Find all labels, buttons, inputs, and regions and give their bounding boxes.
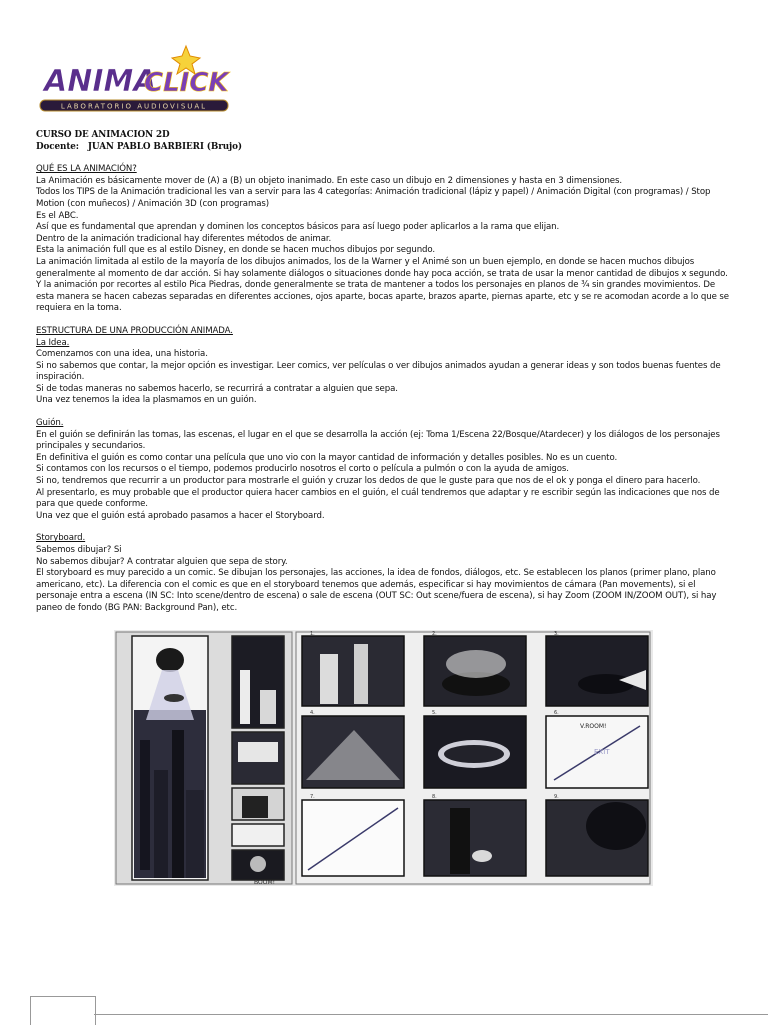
panel-number: 4. bbox=[310, 710, 315, 716]
section-heading-storyboard: Storyboard. bbox=[36, 533, 86, 544]
paragraph: Una vez tenemos la idea la plasmamos en un guión. bbox=[36, 395, 257, 406]
logo-anima-text: ANIMA bbox=[44, 64, 157, 99]
panel-number: 1. bbox=[310, 631, 315, 637]
section-heading-estructura: ESTRUCTURA DE UNA PRODUCCIÓN ANIMADA. bbox=[36, 325, 233, 336]
storyboard-illustration bbox=[114, 630, 653, 886]
sfx-boom: BOOM! bbox=[254, 879, 276, 886]
panel-number: 9. bbox=[554, 794, 559, 800]
teacher-line bbox=[36, 142, 732, 154]
paragraph: Dentro de la animación tradicional hay diferentes métodos de animar. bbox=[36, 233, 332, 244]
paragraph: Todos los TIPS de la Animación tradicional les van a servir para las 4 categorías: Animación tradicional (lápiz y papel) / Animación Digital (con programas) / Stop Motion (con muñecos) / Animación 3D (con programas) bbox=[36, 187, 711, 209]
course-title: CURSO DE ANIMACION 2D bbox=[36, 130, 170, 140]
storyboard-panel bbox=[302, 800, 404, 876]
paragraph: Al presentarlo, es muy probable que el productor quiera hacer cambios en el guión, el cuál tendremos que adaptar y re escribir según las indicaciones que nos de para que quede conforme. bbox=[36, 487, 720, 510]
panel-number: 8. bbox=[432, 794, 437, 800]
paragraph: Es el ABC. bbox=[36, 210, 79, 221]
paragraph: Una vez que el guión está aprobado pasamos a hacer el Storyboard. bbox=[36, 510, 325, 521]
paragraph: Si contamos con los recursos o el tiempo, podemos producirlo nosotros el corto o película a pulmón o con la ayuda de amigos. bbox=[36, 464, 569, 475]
sfx-vroom: V.ROOM! bbox=[580, 723, 607, 730]
paragraph: Sabemos dibujar? Si bbox=[36, 545, 122, 555]
panel-number: 3. bbox=[554, 631, 559, 637]
logo-graphic bbox=[38, 44, 238, 114]
paragraph: Si no, tendremos que recurrir a un productor para mostrarle el guión y cruzar los dedos de que le guste para que nos de el ok y ponga el dinero para hacerlo. bbox=[36, 476, 701, 487]
panel-number: 2. bbox=[432, 631, 437, 637]
paragraph: No sabemos dibujar? A contratar alguien que sepa de story. bbox=[36, 556, 288, 567]
paragraph: Si no sabemos que contar, la mejor opción es investigar. Leer comics, ver películas o ver dibujos animados ayudan a generar ideas y son todos buenas fuentes de inspiración. bbox=[36, 360, 721, 383]
storyboard-grid bbox=[302, 631, 648, 876]
paragraph: Esta la animación full que es al estilo Disney, en donde se hacen muchos dibujos por segundo. bbox=[36, 245, 436, 256]
section-heading-guion: Guión. bbox=[36, 418, 64, 429]
footer-rule bbox=[94, 1014, 768, 1015]
section-heading-que-es: QUÉ ES LA ANIMACIÓN? bbox=[36, 164, 137, 175]
teacher-label: Docente: bbox=[36, 141, 79, 152]
paragraph: La Animación es básicamente mover de (A) a (B) un objeto inanimado. En este caso un dibujo en 2 dimensiones y hasta en 3 dimensiones. bbox=[36, 175, 623, 186]
paragraph: El storyboard es muy parecido a un comic. Se dibujan los personajes, las acciones, la idea de fondos, diálogos, etc. Se establecen los planos (primer plano, plano americano, etc). La diferencia con el comic es que en el storyboard tenemos que además, especificar si hay movimientos de cámara (Pan movements), si el personaje entra a escena (IN SC: Into scene/dentro de escena) o sale de escena (OUT SC: Out scene/fuera de escena), si hay Zoom (ZOOM IN/ZOOM OUT), si hay paneo de fondo (BG PAN: Background Pan), etc. bbox=[36, 568, 717, 613]
panel-number: 5. bbox=[432, 710, 437, 716]
storyboard-panel bbox=[546, 636, 648, 706]
storyboard-panel-tall bbox=[132, 636, 208, 880]
logo-click-text: CLICK bbox=[144, 68, 229, 98]
paragraph: Y la animación por recortes al estilo Pica Piedras, donde generalmente se trata de mantener a todos los personajes en planos de ¾ sin grandes movimientos. De esta manera se hacen cabezas separadas en diferentes acciones, ojos aparte, bocas aparte, brazos aparte, piernas aparte, etc y se re acomodan acorde a lo que se requiera en la toma. bbox=[36, 280, 729, 314]
paragraph: Si de todas maneras no sabemos hacerlo, se recurrirá a contratar a alguien que sepa. bbox=[36, 383, 398, 394]
paragraph: Comenzamos con una idea, una historia. bbox=[36, 349, 208, 360]
storyboard-panel bbox=[302, 636, 404, 706]
sfx-exit: EXIT bbox=[594, 748, 610, 756]
paragraph: En el guión se definirán las tomas, las escenas, el lugar en el que se desarrolla la acción (ej: Toma 1/Escena 22/Bosque/Atardecer) y los diálogos de los personajes principales y secundarios. bbox=[36, 429, 720, 452]
teacher-name: JUAN PABLO BARBIERI (Brujo) bbox=[87, 141, 242, 152]
animaclick-logo bbox=[38, 44, 238, 114]
panel-number: 6. bbox=[554, 710, 559, 716]
panel-number: 7. bbox=[310, 794, 315, 800]
paragraph: La animación limitada al estilo de la mayoría de los dibujos animados, los de la Warner y el Animé son un buen ejemplo, en donde se hacen muchos dibujos generalmente al momento de dar acción. Si hay solamente diálogos o situaciones donde hay poca acción, se trata de usar la menor cantidad de dibujos x segundo. bbox=[36, 256, 728, 279]
paragraph: Así que es fundamental que aprendan y dominen los conceptos básicos para así luego poder aplicarlos a la rama que elijan. bbox=[36, 222, 560, 233]
storyboard-image bbox=[114, 630, 653, 886]
logo-tagline: LABORATORIO AUDIOVISUAL bbox=[60, 102, 208, 111]
subheading-la-idea: La Idea. bbox=[36, 337, 70, 348]
storyboard-panel bbox=[424, 800, 526, 876]
paragraph: En definitiva el guión es como contar una película que uno vio con la mayor cantidad de información y detalles posibles. No es un cuento. bbox=[36, 452, 618, 463]
page-tab bbox=[30, 996, 96, 1025]
document-body bbox=[36, 130, 732, 615]
